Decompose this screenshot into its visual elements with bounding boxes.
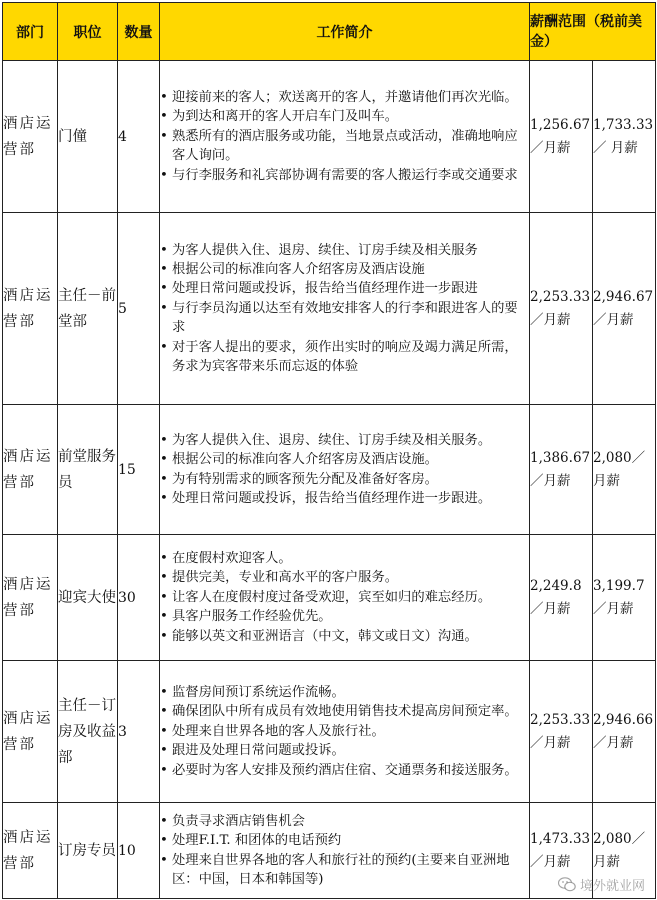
salary-min-cell: 1,256.67／月薪 <box>530 61 593 213</box>
salary-min-cell: 2,249.8／月薪 <box>530 535 593 661</box>
position-cell: 主任－订房及收益部 <box>58 661 118 803</box>
table-body <box>3 61 656 899</box>
header-dept: 部门 <box>3 3 58 61</box>
duty-item: • 处理日常问题或投诉，报告给当值经理作进一步跟进 <box>160 279 529 298</box>
quantity-cell: 30 <box>118 535 160 661</box>
duty-item: • 必要时为客人安排及预约酒店住宿、交通票务和接送服务。 <box>160 761 529 780</box>
header-position: 职位 <box>58 3 118 61</box>
salary-max-cell: 1,733.33／ 月薪 <box>593 61 656 213</box>
duty-item: • 为客人提供入住、退房、续住、订房手续及相关服务 <box>160 241 529 260</box>
duty-item: • 能够以英文和亚洲语言（中文，韩文或日文）沟通。 <box>160 627 529 646</box>
table-header-row <box>3 3 656 61</box>
duty-item: • 对于客人提出的要求，须作出实时的响应及竭力满足所需，务求为宾客带来乐而忘返的体验 <box>160 338 529 377</box>
duty-list <box>160 812 529 890</box>
duty-item: • 熟悉所有的酒店服务或功能，当地景点或活动，准确地响应客人询问。 <box>160 127 529 166</box>
position-cell: 前堂服务员 <box>58 405 118 535</box>
salary-min-cell: 2,253.33／月薪 <box>530 213 593 405</box>
duty-item: • 与行李服务和礼宾部协调有需要的客人搬运行李或交通要求 <box>160 166 529 185</box>
header-salary: 薪酬范围（税前美金） <box>530 3 656 61</box>
header-quantity: 数量 <box>118 3 160 61</box>
position-cell: 主任－前堂部 <box>58 213 118 405</box>
description-cell <box>160 803 530 899</box>
duty-item: • 根据公司的标准向客人介绍客房及酒店设施 <box>160 260 529 279</box>
job-listing-table <box>2 2 656 899</box>
table-row <box>3 535 656 661</box>
duty-list <box>160 431 529 509</box>
dept-cell: 酒店运营部 <box>3 661 58 803</box>
quantity-cell: 3 <box>118 661 160 803</box>
duty-item: • 迎接前来的客人；欢送离开的客人，并邀请他们再次光临。 <box>160 88 529 107</box>
description-cell <box>160 661 530 803</box>
salary-min-cell: 1,473.33／月薪 <box>530 803 593 899</box>
dept-cell: 酒店运营部 <box>3 405 58 535</box>
duty-item: • 具客户服务工作经验优先。 <box>160 607 529 626</box>
table-row <box>3 803 656 899</box>
table-row <box>3 61 656 213</box>
duty-list <box>160 683 529 780</box>
salary-max-cell: 2,946.66／月薪 <box>593 661 656 803</box>
duty-item: • 监督房间预订系统运作流畅。 <box>160 683 529 702</box>
table-row <box>3 661 656 803</box>
duty-item: • 为有特别需求的顾客预先分配及准备好客房。 <box>160 470 529 489</box>
duty-item: • 让客人在度假村度过备受欢迎，宾至如归的难忘经历。 <box>160 588 529 607</box>
duty-item: • 与行李员沟通以达至有效地安排客人的行李和跟进客人的要求 <box>160 299 529 338</box>
duty-item: • 处理日常问题或投诉，报告给当值经理作进一步跟进。 <box>160 489 529 508</box>
duty-item: • 为到达和离开的客人开启车门及叫车。 <box>160 107 529 126</box>
duty-item: • 为客人提供入住、退房、续住、订房手续及相关服务。 <box>160 431 529 450</box>
dept-cell: 酒店运营部 <box>3 213 58 405</box>
description-cell <box>160 535 530 661</box>
duty-item: • 处理F.I.T. 和团体的电话预约 <box>160 831 529 850</box>
dept-cell: 酒店运营部 <box>3 61 58 213</box>
duty-list <box>160 241 529 377</box>
duty-item: • 负责寻求酒店销售机会 <box>160 812 529 831</box>
quantity-cell: 10 <box>118 803 160 899</box>
position-cell: 迎宾大使 <box>58 535 118 661</box>
duty-list <box>160 88 529 185</box>
position-cell: 订房专员 <box>58 803 118 899</box>
quantity-cell: 4 <box>118 61 160 213</box>
duty-item: • 处理来自世界各地的客人及旅行社。 <box>160 722 529 741</box>
duty-item: • 根据公司的标准向客人介绍客房及酒店设施。 <box>160 450 529 469</box>
watermark-text: 境外就业网 <box>579 879 645 894</box>
duty-item: • 确保团队中所有成员有效地使用销售技术提高房间预定率。 <box>160 702 529 721</box>
salary-max-cell: 2,946.67／月薪 <box>593 213 656 405</box>
salary-max-cell: 2,080／月薪 <box>593 405 656 535</box>
table-row <box>3 213 656 405</box>
description-cell <box>160 213 530 405</box>
duty-item: • 在度假村欢迎客人。 <box>160 549 529 568</box>
duty-item: • 跟进及处理日常问题或投诉。 <box>160 741 529 760</box>
dept-cell: 酒店运营部 <box>3 803 58 899</box>
dept-cell: 酒店运营部 <box>3 535 58 661</box>
header-description: 工作简介 <box>160 3 530 61</box>
description-cell <box>160 405 530 535</box>
salary-max-cell: 3,199.7／月薪 <box>593 535 656 661</box>
duty-list <box>160 549 529 646</box>
duty-item: • 提供完美，专业和高水平的客户服务。 <box>160 568 529 587</box>
description-cell <box>160 61 530 213</box>
quantity-cell: 15 <box>118 405 160 535</box>
salary-min-cell: 1,386.67／月薪 <box>530 405 593 535</box>
table-row <box>3 405 656 535</box>
position-cell: 门僮 <box>58 61 118 213</box>
quantity-cell: 5 <box>118 213 160 405</box>
salary-min-cell: 2,253.33／月薪 <box>530 661 593 803</box>
salary-max-cell: 2,080／月薪 <box>593 803 656 899</box>
duty-item: • 处理来自世界各地的客人和旅行社的预约(主要来自亚洲地区：中国，日本和韩国等) <box>160 851 529 890</box>
